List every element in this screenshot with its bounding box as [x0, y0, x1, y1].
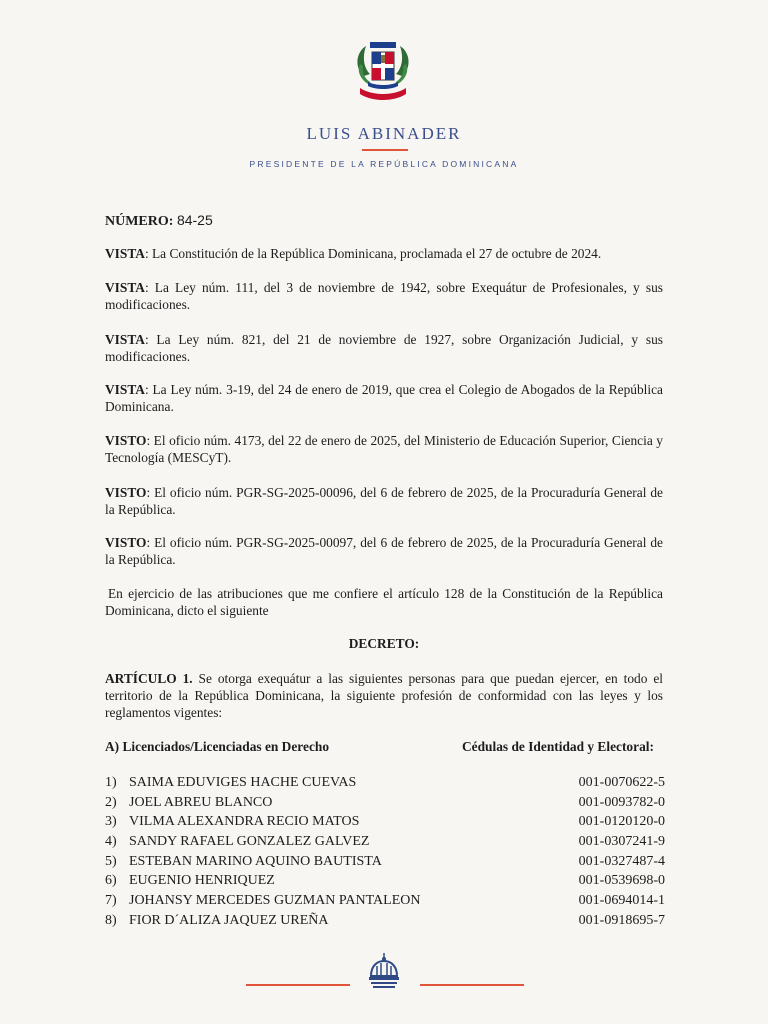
item-cedula: 001-0070622-5	[578, 774, 665, 790]
coat-of-arms-icon	[350, 38, 416, 108]
vista-label: VISTA	[105, 382, 145, 397]
decree-number	[105, 212, 213, 230]
item-number: 3)	[105, 814, 117, 830]
name-underline	[362, 149, 408, 151]
item-name: JOHANSY MERCEDES GUZMAN PANTALEON	[129, 892, 421, 908]
item-number: 1)	[105, 774, 117, 790]
visto-paragraph	[105, 432, 663, 466]
item-name: JOEL ABREU BLANCO	[129, 794, 273, 810]
vista-label: VISTA	[105, 246, 145, 261]
palace-dome-icon	[366, 952, 402, 990]
ejercicio-paragraph: En ejercicio de las atribuciones que me confiere el artículo 128 de la Constitución de la República Dominicana, dicto el siguiente	[105, 586, 663, 618]
visto-label: VISTO	[105, 535, 147, 550]
visto-label: VISTO	[105, 433, 147, 448]
vista-paragraph	[105, 331, 663, 365]
list-item	[105, 773, 665, 793]
list-item	[105, 891, 665, 911]
visto-text: : El oficio núm. 4173, del 22 de enero de 2025, del Ministerio de Educación Superior, Ciencia y Tecnología (MESCyT).	[105, 433, 663, 465]
licensee-list	[105, 773, 665, 931]
vista-text: : La Ley núm. 111, del 3 de noviembre de 1942, sobre Exequátur de Profesionales, y sus modificaciones.	[105, 280, 663, 312]
item-name: SAIMA EDUVIGES HACHE CUEVAS	[129, 774, 357, 790]
vista-label: VISTA	[105, 280, 145, 295]
item-number: 6)	[105, 873, 117, 889]
vista-label: VISTA	[105, 332, 145, 347]
list-item	[105, 832, 665, 852]
vista-paragraph	[105, 381, 663, 415]
articulo-text: Se otorga exequátur a las siguientes personas para que puedan ejercer, en todo el territorio de la República Dominicana, la siguiente profesión de conformidad con las leyes y los reglamentos vigentes:	[105, 671, 664, 720]
decree-number-value: 84-25	[176, 212, 213, 228]
item-name: EUGENIO HENRIQUEZ	[129, 873, 275, 889]
decreto-heading: DECRETO:	[348, 636, 420, 651]
visto-text: : El oficio núm. PGR-SG-2025-00097, del 6 de febrero de 2025, de la Procuraduría General de la República.	[105, 535, 663, 567]
item-cedula: 001-0093782-0	[578, 794, 665, 810]
item-cedula: 001-0694014-1	[578, 892, 665, 908]
item-number: 4)	[105, 833, 117, 849]
visto-paragraph	[105, 484, 663, 518]
list-item	[105, 871, 665, 891]
vista-text: : La Ley núm. 3-19, del 24 de enero de 2019, que crea el Colegio de Abogados de la República Dominicana.	[105, 382, 663, 414]
list-item	[105, 793, 665, 813]
visto-paragraph	[105, 534, 663, 568]
item-name: ESTEBAN MARINO AQUINO BAUTISTA	[129, 853, 382, 869]
decree-number-label: NÚMERO:	[105, 214, 174, 229]
vista-paragraph	[105, 279, 663, 313]
list-item	[105, 852, 665, 872]
president-name: LUIS ABINADER	[306, 124, 462, 143]
item-number: 7)	[105, 892, 117, 908]
item-name: VILMA ALEXANDRA RECIO MATOS	[129, 814, 360, 830]
table-header-profession: A) Licenciados/Licenciadas en Derecho	[105, 739, 330, 754]
item-cedula: 001-0120120-0	[578, 814, 665, 830]
footer-rule-left	[246, 984, 350, 986]
vista-paragraph	[105, 245, 663, 262]
item-cedula: 001-0307241-9	[578, 833, 665, 849]
visto-label: VISTO	[105, 485, 147, 500]
item-number: 5)	[105, 853, 117, 869]
articulo-label: ARTÍCULO 1.	[105, 671, 193, 686]
president-subtitle: PRESIDENTE DE LA REPÚBLICA DOMINICANA	[249, 159, 519, 169]
visto-text: : El oficio núm. PGR-SG-2025-00096, del 6 de febrero de 2025, de la Procuraduría General de la República.	[105, 485, 663, 517]
vista-text: : La Ley núm. 821, del 21 de noviembre de 1927, sobre Organización Judicial, y sus modificaciones.	[105, 332, 663, 364]
item-cedula: 001-0327487-4	[578, 853, 665, 869]
item-number: 2)	[105, 794, 117, 810]
item-cedula: 001-0539698-0	[578, 873, 665, 889]
item-number: 8)	[105, 912, 117, 928]
item-name: FIOR D´ALIZA JAQUEZ UREÑA	[129, 912, 329, 928]
item-name: SANDY RAFAEL GONZALEZ GALVEZ	[129, 833, 370, 849]
articulo-paragraph	[105, 670, 663, 721]
list-item	[105, 911, 665, 931]
vista-text: : La Constitución de la República Dominicana, proclamada el 27 de octubre de 2024.	[144, 246, 602, 261]
list-item	[105, 812, 665, 832]
footer-rule-right	[420, 984, 524, 986]
item-cedula: 001-0918695-7	[578, 912, 665, 928]
table-header-cedula: Cédulas de Identidad y Electoral:	[462, 739, 654, 754]
